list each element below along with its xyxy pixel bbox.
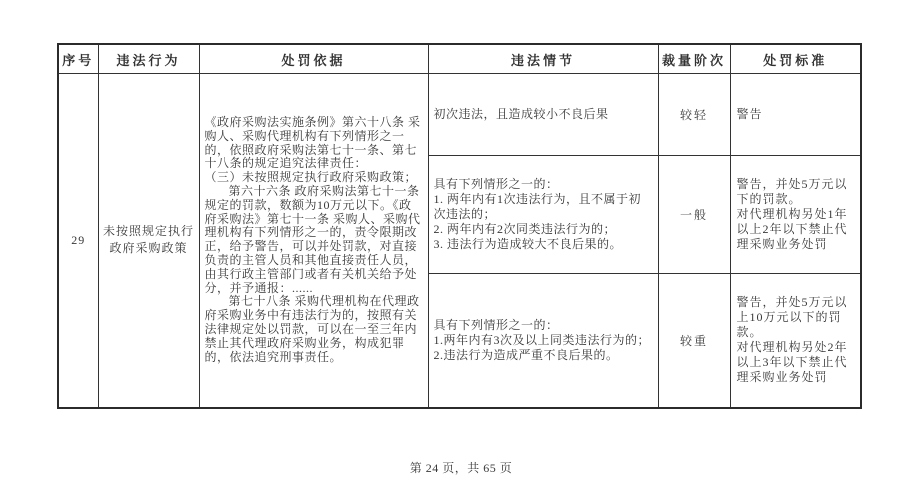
header-violation-circumstances: 违法情节 bbox=[428, 44, 658, 74]
circumstance-cell-tier-3 bbox=[428, 274, 658, 408]
standard-line: 警告，并处5万元以下的罚款。 bbox=[736, 177, 848, 206]
circumstance-line: 具有下列情形之一的： bbox=[433, 317, 559, 332]
circumstance-line: 2.违法行为造成严重不良后果的。 bbox=[433, 347, 619, 362]
circumstance-line: 1.两年内有3次及以上同类违法行为的； bbox=[433, 332, 651, 347]
standard-line: 警告，并处5万元以上10万元以下的罚款。 bbox=[736, 295, 848, 340]
header-penalty-standard: 处罚标准 bbox=[730, 44, 861, 74]
discretion-tier-cell-3: 较重 bbox=[658, 274, 730, 408]
basis-paragraph: （三）未按照规定执行政府采购政策； bbox=[204, 170, 418, 185]
circumstance-line: 具有下列情形之一的： bbox=[433, 177, 559, 191]
header-penalty-basis: 处罚依据 bbox=[199, 44, 428, 74]
header-serial-number: 序号 bbox=[58, 44, 98, 74]
table-header-row bbox=[58, 44, 861, 74]
basis-paragraph: 第七十八条 采购代理机构在代理政府采购业务中有违法行为的，按照有关法律规定处以罚款，可以在一至三年内禁止其代理政府采购业务，构成犯罪的，依法追究刑事责任。 bbox=[204, 294, 420, 364]
header-illegal-act: 违法行为 bbox=[98, 44, 199, 74]
basis-paragraph: 第六十六条 政府采购法第七十一条规定的罚款，数额为10万元以下。《政府采购法》第七十一条 采购人、采购代理机构有下列情形之一的，责令限期改正，给予警告，可以并处罚款，对直接负责的主管人员和其他直接责任人员，由其行政主管部门或者有关机关给予处分，并予通报：...... bbox=[204, 184, 421, 295]
standard-line: 警告 bbox=[736, 107, 763, 121]
basis-paragraph: 《政府采购法实施条例》第六十八条 采购人、采购代理机构有下列情形之一的，依照政府采购法第七十一条、第七十八条的规定追究法律责任： bbox=[204, 115, 421, 171]
circumstance-line: 初次违法，且造成较小不良后果 bbox=[433, 107, 609, 121]
standard-line: 对代理机构另处2年以上3年以下禁止代理采购业务处罚 bbox=[736, 340, 848, 385]
table-row-tier-1 bbox=[58, 74, 861, 156]
circumstance-cell-tier-1 bbox=[428, 74, 658, 156]
header-discretion-tier: 裁量阶次 bbox=[658, 44, 730, 74]
circumstance-line: 1. 两年内有1次违法行为，且不属于初次违法的； bbox=[433, 192, 642, 221]
penalty-table bbox=[57, 43, 862, 409]
circumstance-line: 2. 两年内有2次同类违法行为的； bbox=[433, 222, 617, 236]
penalty-standard-cell-2 bbox=[730, 156, 861, 274]
discretion-tier-cell-1: 较轻 bbox=[658, 74, 730, 156]
illegal-act-cell: 未按照规定执行政府采购政策 bbox=[98, 74, 199, 408]
circumstance-line: 3. 违法行为造成较大不良后果的。 bbox=[433, 237, 623, 251]
serial-number-cell: 29 bbox=[58, 74, 98, 408]
penalty-basis-cell bbox=[199, 74, 428, 408]
standard-line: 对代理机构另处1年以上2年以下禁止代理采购业务处罚 bbox=[736, 207, 848, 251]
penalty-standard-cell-3 bbox=[730, 274, 861, 408]
circumstance-cell-tier-2 bbox=[428, 156, 658, 274]
penalty-standard-cell-1 bbox=[730, 74, 861, 156]
page-number-footer: 第 24 页，共 65 页 bbox=[409, 461, 513, 475]
discretion-tier-cell-2: 一般 bbox=[658, 156, 730, 274]
